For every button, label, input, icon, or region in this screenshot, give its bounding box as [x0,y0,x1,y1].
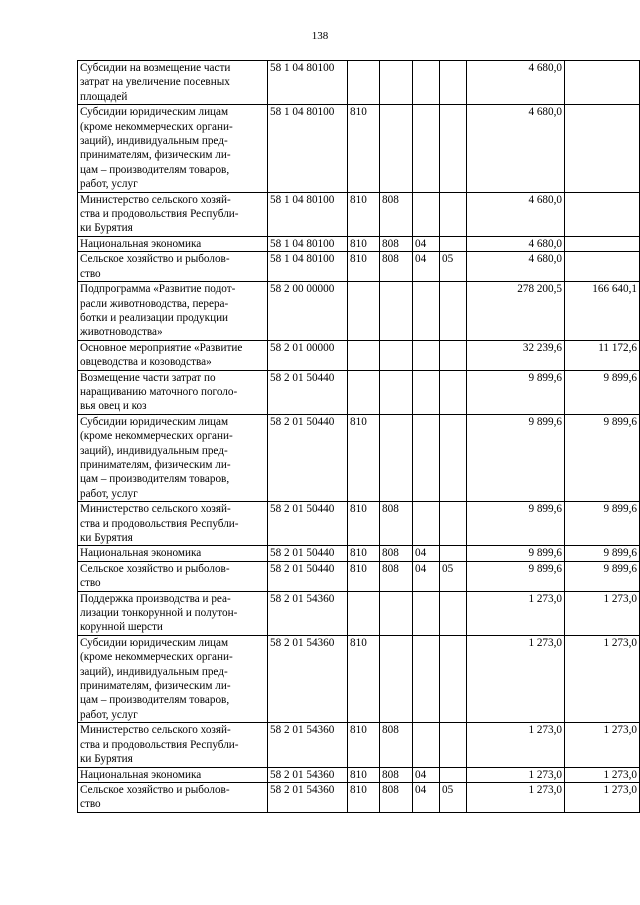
table-row [78,414,640,501]
expense-type-cell: 810 [348,782,380,812]
item-name-cell: Сельское хозяйство и рыболов- ство [78,252,268,282]
item-name-cell: Сельское хозяйство и рыболов- ство [78,561,268,591]
federal-amount-cell [565,105,640,192]
section-cell [413,370,440,414]
expense-type-cell: 810 [348,252,380,282]
amount-cell: 1 273,0 [467,591,565,635]
table-row [78,546,640,561]
table-row [78,236,640,251]
budget-table [77,60,640,813]
section-cell [413,192,440,236]
subsection-cell [440,105,467,192]
federal-amount-cell [565,192,640,236]
federal-amount-cell: 9 899,6 [565,370,640,414]
section-cell: 04 [413,546,440,561]
expense-type-cell: 810 [348,767,380,782]
expense-type-cell: 810 [348,561,380,591]
expense-type-cell: 810 [348,723,380,767]
subsection-cell [440,236,467,251]
amount-cell: 4 680,0 [467,192,565,236]
amount-cell: 4 680,0 [467,236,565,251]
ministry-code-cell: 808 [380,192,413,236]
subsection-cell: 05 [440,252,467,282]
target-article-cell: 58 2 01 50440 [268,546,348,561]
table-row [78,782,640,812]
amount-cell: 1 273,0 [467,635,565,722]
item-name-cell: Национальная экономика [78,546,268,561]
federal-amount-cell: 11 172,6 [565,340,640,370]
section-cell [413,723,440,767]
amount-cell: 9 899,6 [467,414,565,501]
section-cell [413,282,440,341]
subsection-cell [440,282,467,341]
ministry-code-cell [380,414,413,501]
item-name-cell: Основное мероприятие «Развитие овцеводства и козоводства» [78,340,268,370]
target-article-cell: 58 2 01 50440 [268,561,348,591]
subsection-cell [440,546,467,561]
ministry-code-cell: 808 [380,252,413,282]
amount-cell: 4 680,0 [467,61,565,105]
item-name-cell: Министерство сельского хозяй- ства и продовольствия Республи- ки Бурятия [78,502,268,546]
target-article-cell: 58 1 04 80100 [268,252,348,282]
subsection-cell: 05 [440,561,467,591]
amount-cell: 278 200,5 [467,282,565,341]
expense-type-cell: 810 [348,236,380,251]
table-row [78,252,640,282]
target-article-cell: 58 1 04 80100 [268,192,348,236]
expense-type-cell [348,340,380,370]
section-cell [413,61,440,105]
ministry-code-cell: 808 [380,561,413,591]
item-name-cell: Субсидии юридическим лицам (кроме некоммерческих органи- заций), индивидуальным пред- принимателям, физическим ли- цам – производителям товаров, работ, услуг [78,105,268,192]
federal-amount-cell: 1 273,0 [565,591,640,635]
subsection-cell [440,192,467,236]
page-number: 138 [311,30,329,42]
subsection-cell [440,635,467,722]
target-article-cell: 58 2 01 54360 [268,723,348,767]
amount-cell: 1 273,0 [467,782,565,812]
target-article-cell: 58 2 01 00000 [268,340,348,370]
table-row [78,340,640,370]
table-row [78,591,640,635]
amount-cell: 1 273,0 [467,767,565,782]
item-name-cell: Национальная экономика [78,767,268,782]
ministry-code-cell: 808 [380,236,413,251]
section-cell [413,502,440,546]
amount-cell: 9 899,6 [467,502,565,546]
expense-type-cell: 810 [348,414,380,501]
item-name-cell: Субсидии юридическим лицам (кроме некоммерческих органи- заций), индивидуальным пред- принимателям, физическим ли- цам – производителям товаров, работ, услуг [78,414,268,501]
federal-amount-cell [565,61,640,105]
section-cell [413,591,440,635]
expense-type-cell: 810 [348,502,380,546]
target-article-cell: 58 2 01 54360 [268,767,348,782]
item-name-cell: Министерство сельского хозяй- ства и продовольствия Республи- ки Бурятия [78,723,268,767]
expense-type-cell [348,61,380,105]
subsection-cell [440,340,467,370]
table-row [78,105,640,192]
table-row [78,635,640,722]
target-article-cell: 58 2 00 00000 [268,282,348,341]
ministry-code-cell [380,591,413,635]
federal-amount-cell: 1 273,0 [565,767,640,782]
section-cell: 04 [413,782,440,812]
subsection-cell [440,370,467,414]
subsection-cell [440,61,467,105]
subsection-cell [440,723,467,767]
expense-type-cell: 810 [348,635,380,722]
target-article-cell: 58 2 01 54360 [268,591,348,635]
item-name-cell: Министерство сельского хозяй- ства и продовольствия Республи- ки Бурятия [78,192,268,236]
table-row [78,502,640,546]
expense-type-cell [348,282,380,341]
ministry-code-cell [380,370,413,414]
ministry-code-cell: 808 [380,502,413,546]
target-article-cell: 58 1 04 80100 [268,61,348,105]
target-article-cell: 58 2 01 54360 [268,635,348,722]
federal-amount-cell: 9 899,6 [565,414,640,501]
table-row [78,61,640,105]
section-cell: 04 [413,561,440,591]
expense-type-cell: 810 [348,105,380,192]
section-cell [413,105,440,192]
item-name-cell: Подпрограмма «Развитие подот- расли животноводства, перера- ботки и реализации продукции животноводства» [78,282,268,341]
ministry-code-cell [380,635,413,722]
item-name-cell: Возмещение части затрат по наращиванию маточного поголо- вья овец и коз [78,370,268,414]
ministry-code-cell [380,61,413,105]
item-name-cell: Субсидии на возмещение части затрат на увеличение посевных площадей [78,61,268,105]
ministry-code-cell: 808 [380,546,413,561]
ministry-code-cell: 808 [380,782,413,812]
target-article-cell: 58 1 04 80100 [268,105,348,192]
section-cell: 04 [413,252,440,282]
section-cell [413,340,440,370]
table-row [78,192,640,236]
amount-cell: 9 899,6 [467,561,565,591]
federal-amount-cell [565,252,640,282]
ministry-code-cell: 808 [380,723,413,767]
federal-amount-cell: 1 273,0 [565,635,640,722]
subsection-cell [440,767,467,782]
amount-cell: 1 273,0 [467,723,565,767]
expense-type-cell [348,591,380,635]
target-article-cell: 58 2 01 54360 [268,782,348,812]
federal-amount-cell: 1 273,0 [565,723,640,767]
federal-amount-cell [565,236,640,251]
federal-amount-cell: 1 273,0 [565,782,640,812]
subsection-cell [440,414,467,501]
expense-type-cell: 810 [348,546,380,561]
target-article-cell: 58 2 01 50440 [268,370,348,414]
federal-amount-cell: 9 899,6 [565,502,640,546]
amount-cell: 9 899,6 [467,370,565,414]
table-row [78,561,640,591]
section-cell [413,414,440,501]
expense-type-cell: 810 [348,192,380,236]
target-article-cell: 58 2 01 50440 [268,414,348,501]
amount-cell: 9 899,6 [467,546,565,561]
target-article-cell: 58 2 01 50440 [268,502,348,546]
section-cell [413,635,440,722]
target-article-cell: 58 1 04 80100 [268,236,348,251]
table-row [78,767,640,782]
ministry-code-cell [380,105,413,192]
expense-type-cell [348,370,380,414]
subsection-cell [440,502,467,546]
federal-amount-cell: 166 640,1 [565,282,640,341]
amount-cell: 4 680,0 [467,252,565,282]
subsection-cell [440,591,467,635]
item-name-cell: Национальная экономика [78,236,268,251]
ministry-code-cell [380,282,413,341]
table-row [78,282,640,341]
amount-cell: 32 239,6 [467,340,565,370]
item-name-cell: Субсидии юридическим лицам (кроме некоммерческих органи- заций), индивидуальным пред- принимателям, физическим ли- цам – производителям товаров, работ, услуг [78,635,268,722]
section-cell: 04 [413,236,440,251]
amount-cell: 4 680,0 [467,105,565,192]
ministry-code-cell [380,340,413,370]
table-row [78,370,640,414]
ministry-code-cell: 808 [380,767,413,782]
section-cell: 04 [413,767,440,782]
subsection-cell: 05 [440,782,467,812]
table-row [78,723,640,767]
item-name-cell: Поддержка производства и реа- лизации тонкорунной и полутон- корунной шерсти [78,591,268,635]
federal-amount-cell: 9 899,6 [565,561,640,591]
item-name-cell: Сельское хозяйство и рыболов- ство [78,782,268,812]
federal-amount-cell: 9 899,6 [565,546,640,561]
